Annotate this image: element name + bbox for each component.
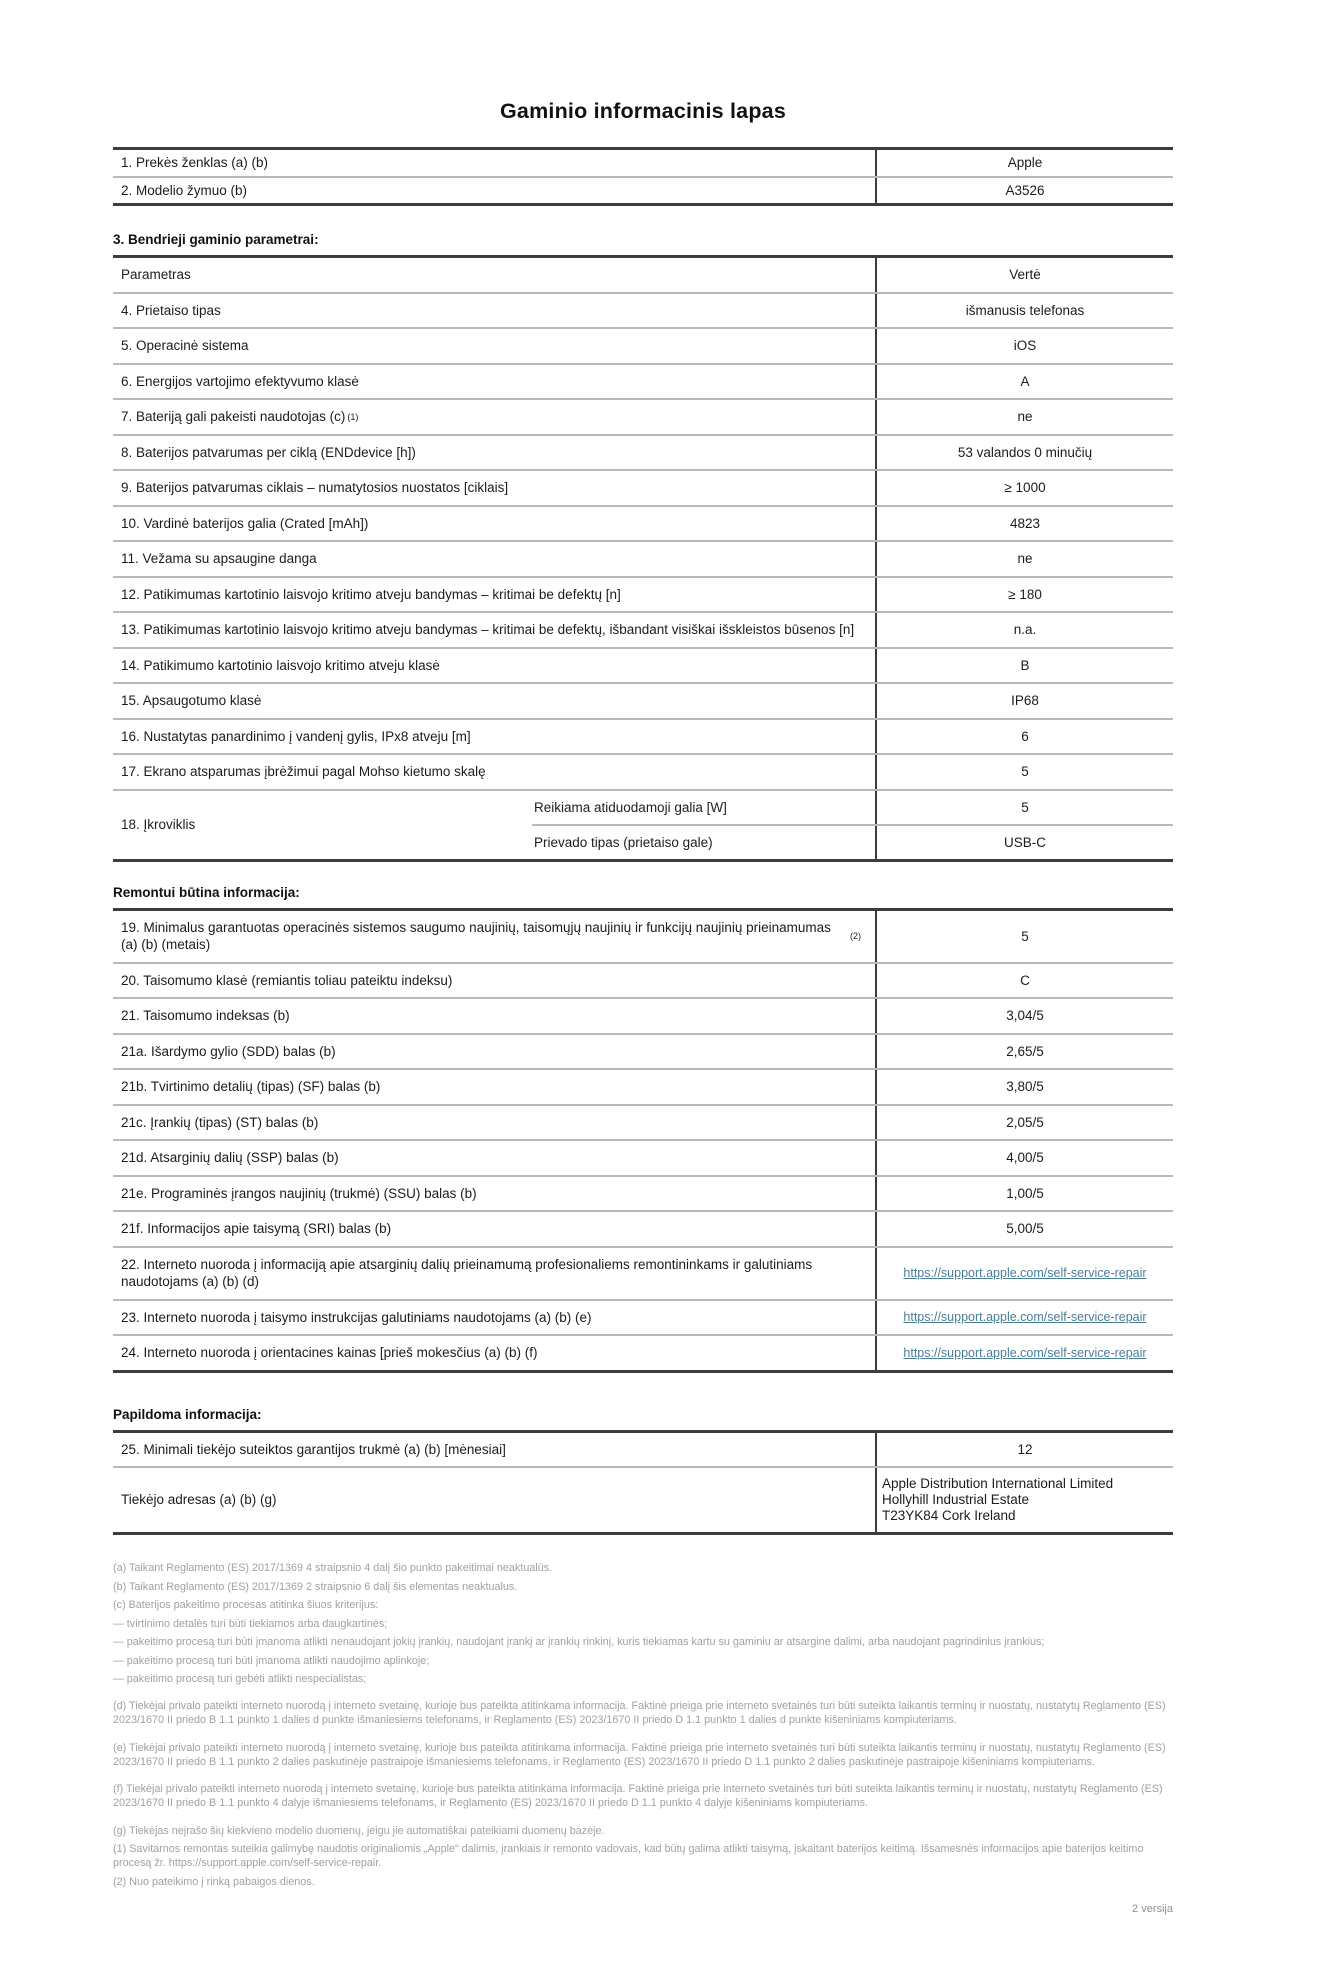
table-row	[113, 292, 1173, 328]
table-row	[113, 1139, 1173, 1175]
charger-power-label: Reikiama atiduodamoji galia [W]	[534, 799, 727, 815]
brand-value: Apple	[875, 150, 1173, 176]
table-row	[113, 505, 1173, 541]
row-label: 23. Interneto nuoroda į taisymo instrukcijas galutiniams naudotojams (a) (b) (e)	[121, 1309, 592, 1325]
table-row-prices-link	[113, 1334, 1173, 1370]
table-row	[113, 682, 1173, 718]
footnotes	[113, 1561, 1173, 1889]
column-header-value: Vertė	[875, 258, 1173, 292]
warranty-label: 25. Minimali tiekėjo suteiktos garantijos trukmė (a) (b) [mėnesiai]	[121, 1441, 506, 1457]
row-value: 53 valandos 0 minučių	[875, 436, 1173, 470]
table-row	[113, 962, 1173, 998]
supplier-address-line: T23YK84 Cork Ireland	[882, 1508, 1016, 1523]
table-row	[113, 1175, 1173, 1211]
table-row	[113, 327, 1173, 363]
row-label: 21f. Informacijos apie taisymą (SRI) balas (b)	[121, 1221, 392, 1236]
row-value: B	[875, 649, 1173, 683]
table-row	[113, 647, 1173, 683]
repair-information-table	[113, 908, 1173, 1373]
table-row	[113, 753, 1173, 789]
document-page	[113, 97, 1173, 1915]
row-value: išmanusis telefonas	[875, 294, 1173, 328]
supplier-label: Tiekėjo adresas (a) (b) (g)	[121, 1492, 277, 1508]
row-value: 5	[875, 911, 1173, 962]
supplier-address-line: Hollyhill Industrial Estate	[882, 1492, 1030, 1507]
section-heading-general: 3. Bendrieji gaminio parametrai:	[113, 232, 319, 247]
footnote-e: (e) Tiekėjai privalo pateikti interneto nuorodą į interneto svetainę, kurioje bus pateikta atitinkama informacija. Faktinė prieiga prie interneto svetainės turi būti suteikta laikantis terminų ir nuostatų, nustatytų Reglamento (ES) 2023/1670 II priedo B 1.1 punkto 2 dalies paskutinėje pastraipoje išmaniesiems telefonams, ir Reglamento (ES) 2023/1670 II priedo D 1.1 punkto 2 dalies paskutinėje pastraipoje kišeniniams kompiuteriams.	[113, 1741, 1166, 1768]
table-row	[113, 540, 1173, 576]
footnote-c: (c) Baterijos pakeitimo procesas atitinka šiuos kriterijus:	[113, 1599, 379, 1611]
table-header-row	[113, 258, 1173, 292]
footnote-1: (1) Savitarnos remontas suteikia galimybę naudotis originaliomis „Apple“ dalimis, įrankiais ir remonto vadovais, kad būtų galima atlikti taisymą, įskaitant baterijos keitimą. Išsamesnės informacijos apie baterijos keitimo procesą žr. https://support.apple.com/self-service-repair.	[113, 1843, 1144, 1869]
charger-row	[113, 789, 1173, 859]
warranty-row	[113, 1433, 1173, 1467]
row-label: 21b. Tvirtinimo detalių (tipas) (SF) balas (b)	[121, 1079, 381, 1094]
row-label-text: 19. Minimalus garantuotas operacinės sistemos saugumo naujinių, taisomųjų naujinių ir funkcijų naujinių prieinamumas (a) (b) (metais)	[121, 919, 831, 952]
row-label: 14. Patikimumo kartotinio laisvojo kritimo atveju klasė	[121, 657, 440, 673]
table-row	[113, 176, 1173, 204]
table-row	[113, 1104, 1173, 1140]
row-value: IP68	[875, 684, 1173, 718]
row-label: 17. Ekrano atsparumas įbrėžimui pagal Mohso kietumo skalę	[121, 764, 486, 779]
row-value: 1,00/5	[875, 1177, 1173, 1211]
charger-port-value: USB-C	[875, 826, 1173, 859]
model-label: 2. Modelio žymuo (b)	[121, 182, 248, 198]
row-value	[875, 1248, 1173, 1299]
supplier-row	[113, 1466, 1173, 1532]
table-row	[113, 434, 1173, 470]
row-label: 5. Operacinė sistema	[121, 338, 249, 353]
row-label: 11. Vežama su apsaugine danga	[121, 551, 317, 566]
table-row	[113, 576, 1173, 612]
charger-port-label: Prievado tipas (prietaiso gale)	[534, 834, 713, 850]
charger-subtable	[532, 791, 1173, 859]
identification-table	[113, 147, 1173, 206]
table-row	[113, 363, 1173, 399]
row-value: ne	[875, 542, 1173, 576]
footnote-b: (b) Taikant Reglamento (ES) 2017/1369 2 straipsnio 6 dalį šis elementas neaktualus.	[113, 1580, 518, 1593]
row-value: 3,04/5	[875, 999, 1173, 1033]
row-label: 19. Minimalus garantuotas operacinės sistemos saugumo naujinių, taisomųjų naujinių ir funkcijų naujinių prieinamumas (a) (b) (metais) (2)	[121, 919, 861, 952]
warranty-value: 12	[875, 1433, 1173, 1467]
row-label: 15. Apsaugotumo klasė	[121, 693, 262, 708]
footnote-g: (g) Tiekėjas neįrašo šių kiekvieno modelio duomenų, jeigu jie automatiškai pateikiami duomenų bazėje.	[113, 1824, 605, 1837]
row-label: 4. Prietaiso tipas	[121, 302, 221, 318]
column-header-parameter: Parametras	[121, 267, 191, 282]
row-label: 9. Baterijos patvarumas ciklais – numatytosios nuostatos [ciklais]	[121, 480, 509, 495]
footnote-c-bullet: — tvirtinimo detalės turi būti tiekiamos arba daugkartinės;	[113, 1617, 388, 1630]
row-label: 7. Bateriją gali pakeisti naudotojas (c) (1)	[121, 409, 359, 424]
row-label: 21d. Atsarginių dalių (SSP) balas (b)	[121, 1150, 339, 1165]
row-value: iOS	[875, 329, 1173, 363]
table-row	[113, 469, 1173, 505]
row-label: 21. Taisomumo indeksas (b)	[121, 1008, 290, 1023]
supplier-address-line: Apple Distribution International Limited	[882, 1476, 1114, 1491]
section-heading-additional: Papildoma informacija:	[113, 1406, 262, 1422]
row-value: 4823	[875, 507, 1173, 541]
row-label: 21c. Įrankių (tipas) (ST) balas (b)	[121, 1114, 319, 1130]
footnote-f: (f) Tiekėjai privalo pateikti interneto nuorodą į interneto svetainę, kurioje bus pateikta atitinkama informacija. Faktinė prieiga prie interneto svetainės turi būti suteikta laikantis terminų ir nuostatų, nustatytų Reglamento (ES) 2023/1670 II priedo B 1.1 punkto 4 dalyje išmaniesiems telefonams, ir Reglamento (ES) 2023/1670 II priedo D 1.1 punkto 4 dalyje kišeniniams kompiuteriams.	[113, 1783, 1163, 1809]
self-service-repair-link[interactable]: https://support.apple.com/self-service-repair	[903, 1345, 1147, 1360]
footnote-2: (2) Nuo pateikimo į rinką pabaigos dienos.	[113, 1875, 315, 1888]
table-row	[113, 150, 1173, 176]
page-title: Gaminio informacinis lapas	[500, 99, 786, 123]
charger-subrow-power	[532, 791, 1173, 824]
table-row	[113, 911, 1173, 962]
row-value: 3,80/5	[875, 1070, 1173, 1104]
footnote-c-bullet: — pakeitimo procesą turi būti įmanoma atlikti nenaudojant jokių įrankių, naudojant įrankį ar įrankių rinkinį, kuris tiekiamas kartu su gaminiu ar atsargine dalimi, arba naudojant pagrindinius įrankius;	[113, 1636, 1045, 1648]
charger-label: 18. Įkroviklis	[121, 817, 196, 832]
row-label: 16. Nustatytas panardinimo į vandenį gylis, IPx8 atveju [m]	[121, 728, 471, 744]
table-row	[113, 611, 1173, 647]
row-label: 8. Baterijos patvarumas per ciklą (ENDdevice [h])	[121, 444, 416, 460]
row-label: 21a. Išardymo gylio (SDD) balas (b)	[121, 1043, 336, 1059]
row-value	[875, 1301, 1173, 1335]
row-value: 2,05/5	[875, 1106, 1173, 1140]
table-row	[113, 1210, 1173, 1246]
table-row	[113, 398, 1173, 434]
table-row	[113, 997, 1173, 1033]
row-label-text: 7. Bateriją gali pakeisti naudotojas (c)	[121, 409, 346, 424]
row-value: C	[875, 964, 1173, 998]
row-label: 20. Taisomumo klasė (remiantis toliau pateiktu indeksu)	[121, 972, 453, 988]
row-value: ≥ 1000	[875, 471, 1173, 505]
additional-information-table	[113, 1430, 1173, 1536]
self-service-repair-link[interactable]: https://support.apple.com/self-service-repair	[903, 1266, 1147, 1280]
section-heading-repair: Remontui būtina informacija:	[113, 884, 300, 900]
self-service-repair-link[interactable]: https://support.apple.com/self-service-repair	[903, 1310, 1147, 1325]
general-parameters-table	[113, 255, 1173, 862]
row-value: 2,65/5	[875, 1035, 1173, 1069]
charger-power-value: 5	[875, 791, 1173, 824]
footnote-a: (a) Taikant Reglamento (ES) 2017/1369 4 straipsnio 4 dalį šio punkto pakeitimai neaktualūs.	[113, 1562, 553, 1574]
row-label: 24. Interneto nuoroda į orientacines kainas [prieš mokesčius (a) (b) (f)	[121, 1345, 538, 1360]
row-label: 10. Vardinė baterijos galia (Crated [mAh])	[121, 515, 369, 531]
row-value	[875, 1336, 1173, 1370]
table-row-spare-parts-link	[113, 1246, 1173, 1299]
row-value: A	[875, 365, 1173, 399]
model-value: A3526	[875, 178, 1173, 204]
table-row-instructions-link	[113, 1299, 1173, 1335]
row-value: n.a.	[875, 613, 1173, 647]
row-value: 6	[875, 720, 1173, 754]
row-label: 12. Patikimumas kartotinio laisvojo kritimo atveju bandymas – kritimai be defektų [n]	[121, 586, 621, 602]
row-label: 13. Patikimumas kartotinio laisvojo kritimo atveju bandymas – kritimai be defektų, išbandant visiškai išskleistos būsenos [n]	[121, 622, 855, 637]
brand-label: 1. Prekės ženklas (a) (b)	[121, 155, 269, 170]
table-row	[113, 1068, 1173, 1104]
supplier-address	[875, 1468, 1173, 1532]
row-label: 22. Interneto nuoroda į informaciją apie atsarginių dalių prieinamumą profesionaliems remontininkams ir galutiniams naudotojams (a) (b) (d)	[121, 1256, 813, 1289]
charger-subrow-port	[532, 824, 1173, 859]
footnote-c-bullet: — pakeitimo procesą turi būti įmanoma atlikti naudojimo aplinkoje;	[113, 1654, 430, 1667]
row-value: 4,00/5	[875, 1141, 1173, 1175]
row-label: 6. Energijos vartojimo efektyvumo klasė	[121, 373, 359, 389]
version-label: 2 versija	[1132, 1902, 1173, 1915]
footnote-c-bullet: — pakeitimo procesą turi gebėti atlikti nespecialistas;	[113, 1673, 367, 1685]
row-value: 5	[875, 755, 1173, 789]
row-value: ne	[875, 400, 1173, 434]
footnote-d: (d) Tiekėjai privalo pateikti interneto nuorodą į interneto svetainę, kurioje bus pateikta atitinkama informacija. Faktinė prieiga prie interneto svetainės turi būti suteikta laikantis terminų ir nuostatų, nustatytų Reglamento (ES) 2023/1670 II priedo B 1.1 punkto 1 dalies d punkte išmaniesiems telefonams, ir Reglamento (ES) 2023/1670 II priedo D 1.1 punkto 1 dalies d punkte kišeniniams kompiuteriams.	[113, 1700, 1166, 1726]
row-value: ≥ 180	[875, 578, 1173, 612]
table-row	[113, 718, 1173, 754]
row-value: 5,00/5	[875, 1212, 1173, 1246]
table-row	[113, 1033, 1173, 1069]
row-label: 21e. Programinės įrangos naujinių (trukmė) (SSU) balas (b)	[121, 1185, 477, 1201]
